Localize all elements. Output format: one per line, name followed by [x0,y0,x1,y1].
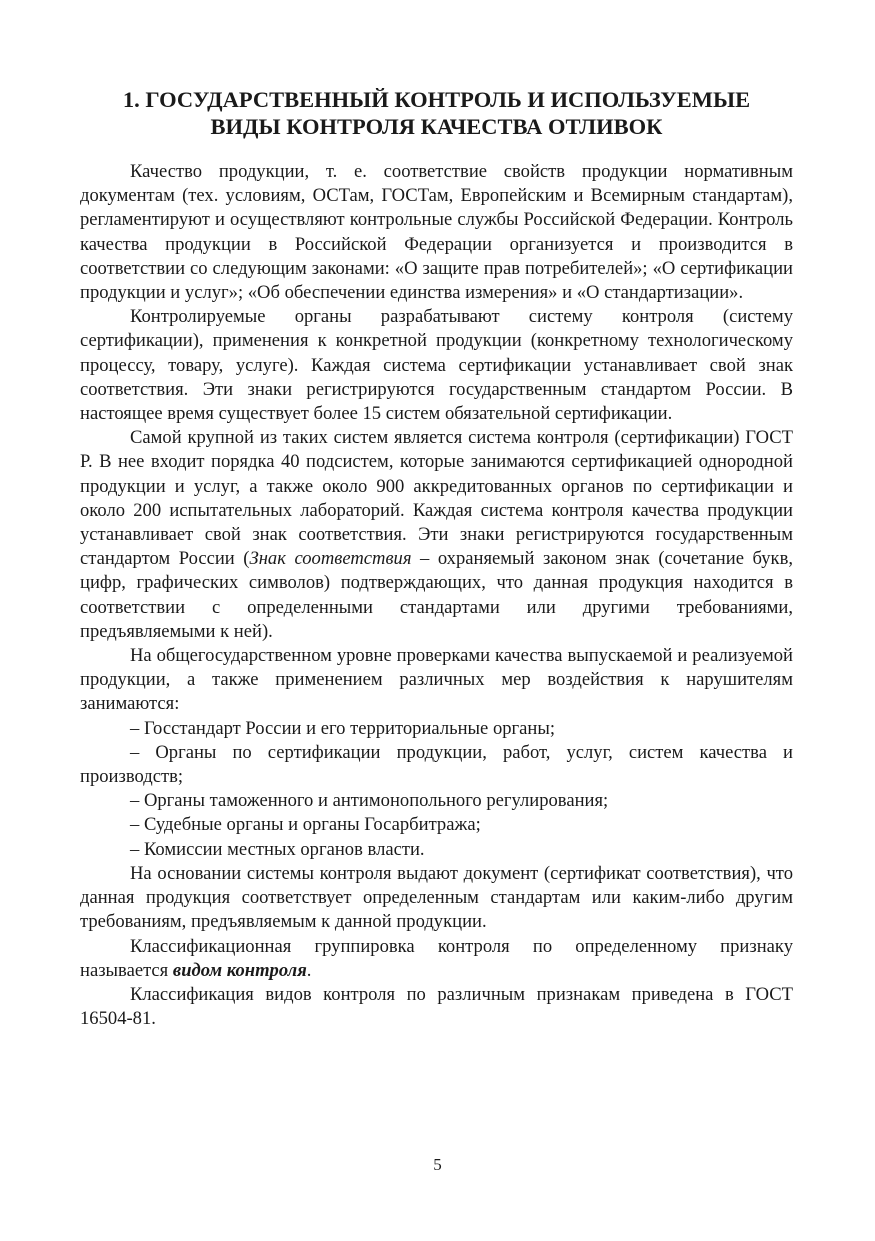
paragraph-certificate: На основании системы контроля выдают документ (сертификат соответствия), что данная продукция соответствует определенным стандартам или каким-либо другим требованиям, предъявляемым к данной продукции. [80,862,793,933]
paragraph-text: – охраняемый законом знак (сочетание букв, цифр, графических символов) подтверждающих, что данная продукция находится в соответствии с определенными стандартами или другими требованиями, предъявляемыми к ней). [80,548,793,642]
italic-term: Знак соответствия [249,548,412,570]
paragraph-text: Классификационная группировка контроля по определенному признаку называется [80,935,793,981]
list-item: – Судебные органы и органы Госарбитража; [130,814,481,836]
list-item: – Органы таможенного и антимонопольного регулирования; [130,790,609,812]
page-number: 5 [433,1155,442,1174]
paragraph-gost-r-system [80,426,793,644]
list-item: – Госстандарт России и его территориальные органы; [130,717,556,739]
paragraph-text: . [306,959,312,981]
list-item: – Органы по сертификации продукции, работ, услуг, систем качества и производств; [80,741,793,788]
heading-line-1: 1. ГОСУДАРСТВЕННЫЙ КОНТРОЛЬ И ИСПОЛЬЗУЕМЫЕ [122,87,751,112]
paragraph-classification: Классификация видов контроля по различным признакам приведена в ГОСТ 16504-81. [80,983,793,1030]
body-text [80,160,793,1031]
section-heading [80,86,793,140]
heading-line-2: ВИДЫ КОНТРОЛЯ КАЧЕСТВА ОТЛИВОК [210,114,663,139]
paragraph-quality-definition: Качество продукции, т. е. соответствие свойств продукции нормативным документам (тех. условиям, ОСТам, ГОСТам, Европейским и Всемирным стандартам), регламентируют и осуществляют контрольные службы Российской Федерации. Контроль качества продукции в Российской Федерации организуется и производится в соответствии со следующим законами: «О защите прав потребителей»; «О сертификации продукции и услуг»; «Об обеспечении единства измерения» и «О стандартизации». [80,161,793,304]
bold-italic-term: видом контроля [172,959,307,981]
list-item: – Комиссии местных органов власти. [130,838,425,860]
paragraph-text: Самой крупной из таких систем является система контроля (сертификации) ГОСТ Р. В нее входит порядка 40 подсистем, которые занимаются сертификацией однородной продукции и услуг, а также около 900 аккредитованных органов по сертификации и около 200 испытательных лабораторий. Каждая система контроля качества продукции устанавливает свой знак соответствия. Эти знаки регистрируются государственным стандартом России ( [80,427,793,570]
paragraph-certification-systems: Контролируемые органы разрабатывают систему контроля (систему сертификации), применения к конкретной продукции (конкретному технологическому процессу, товару, услуге). Каждая система сертификации устанавливает свой знак соответствия. Эти знаки регистрируются государственным стандартом России. В настоящее время существует более 15 систем обязательной сертификации. [80,306,793,425]
paragraph-control-type [80,935,793,983]
paragraph-national-level: На общегосударственном уровне проверками качества выпускаемой и реализуемой продукции, а также применением различных мер воздействия к нарушителям занимаются: [80,645,793,715]
